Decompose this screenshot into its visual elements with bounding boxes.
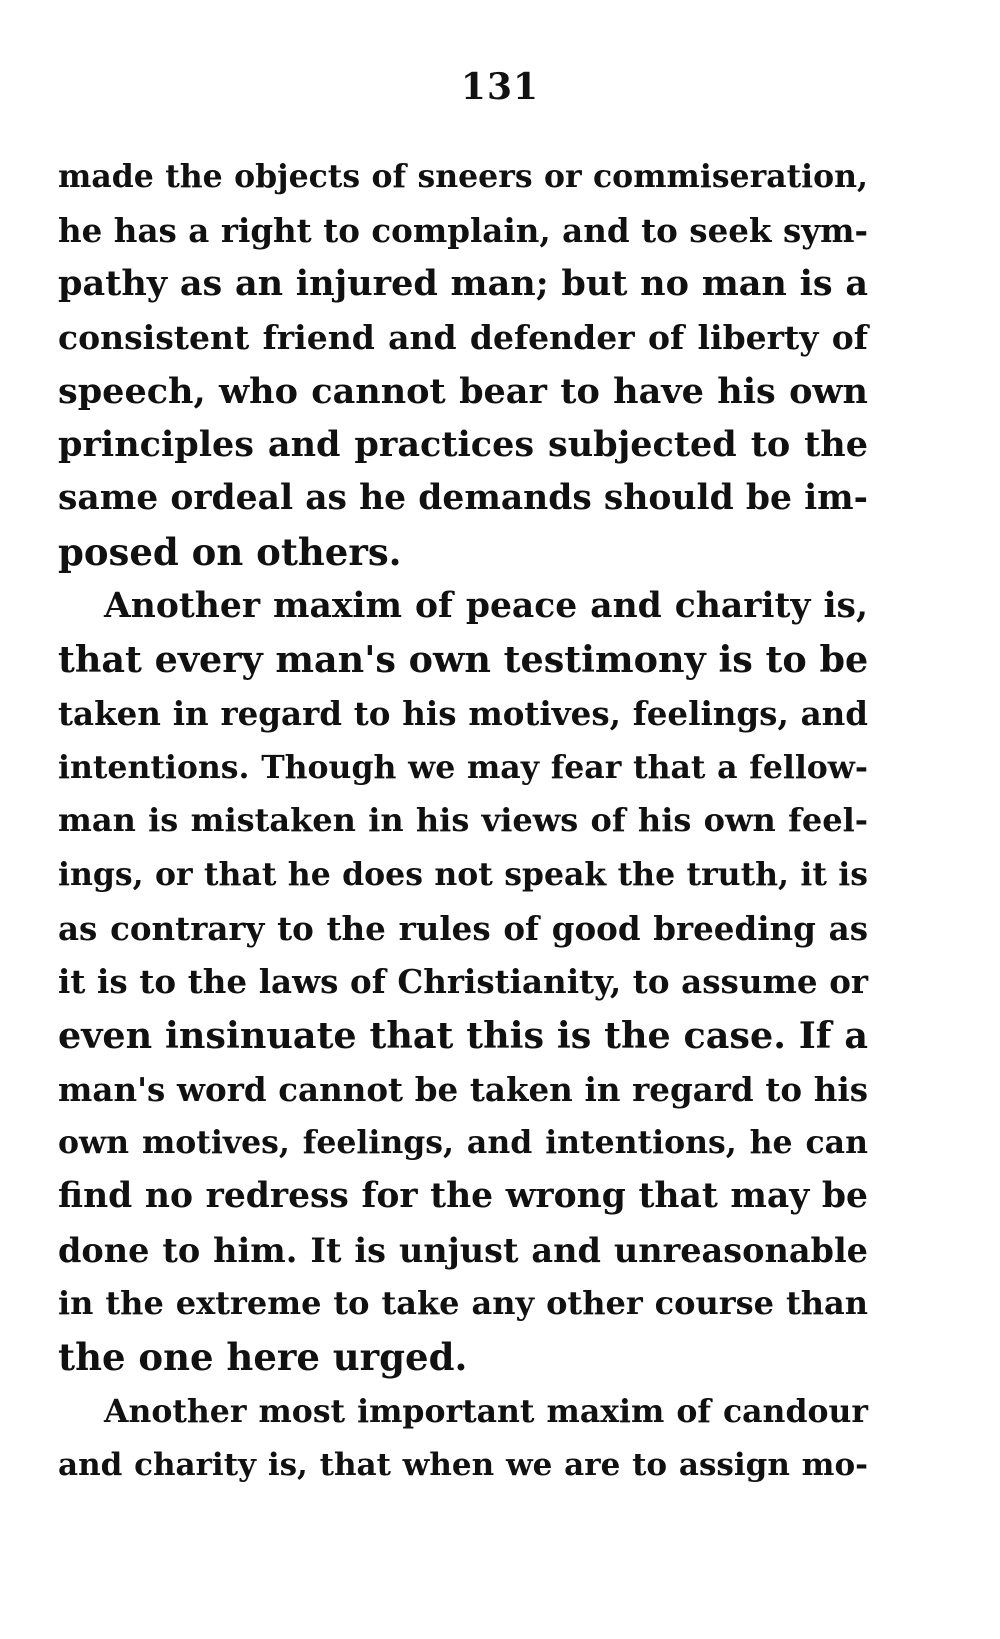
text-line: it is to the laws of Christianity, to assume or [58, 962, 868, 1002]
text-line: same ordeal as he demands should be im- [58, 478, 868, 519]
paragraph-first-line: Another maxim of peace and charity is, [104, 585, 868, 626]
text-line: in the extreme to take any other course than [58, 1284, 868, 1323]
text-line: man's word cannot be taken in regard to his [58, 1069, 868, 1109]
text-line: ings, or that he does not speak the truth, it is [58, 855, 868, 893]
text-line: man is mistaken in his views of his own feel- [58, 801, 868, 840]
text-line: the one here urged. [58, 1335, 468, 1380]
text-line: and charity is, that when we are to assign mo- [58, 1446, 868, 1483]
text-line: even insinuate that this is the case. If a [58, 1014, 868, 1057]
text-line: speech, who cannot bear to have his own [58, 370, 868, 412]
text-line: intentions. Though we may fear that a fellow- [58, 748, 868, 786]
text-line: own motives, feelings, and intentions, he can [58, 1124, 868, 1162]
page-number: 131 [460, 66, 540, 108]
text-line: he has a right to complain, and to seek sym- [58, 210, 868, 250]
paragraph-first-line: Another most important maxim of candour [104, 1392, 868, 1430]
text-line: done to him. It is unjust and unreasonable [58, 1230, 868, 1270]
text-line: find no redress for the wrong that may be [58, 1176, 868, 1217]
text-line: principles and practices subjected to the [58, 424, 868, 466]
text-line: that every man's own testimony is to be [58, 638, 869, 682]
text-line: as contrary to the rules of good breeding as [58, 908, 868, 948]
text-line: consistent friend and defender of liberty of [58, 318, 868, 358]
text-line: pathy as an injured man; but no man is a [58, 263, 868, 305]
text-line: posed on others. [58, 529, 402, 574]
body-text [58, 150, 868, 1492]
text-line: made the objects of sneers or commiseration, [58, 158, 868, 195]
text-line: taken in regard to his motives, feelings, and [58, 693, 868, 733]
